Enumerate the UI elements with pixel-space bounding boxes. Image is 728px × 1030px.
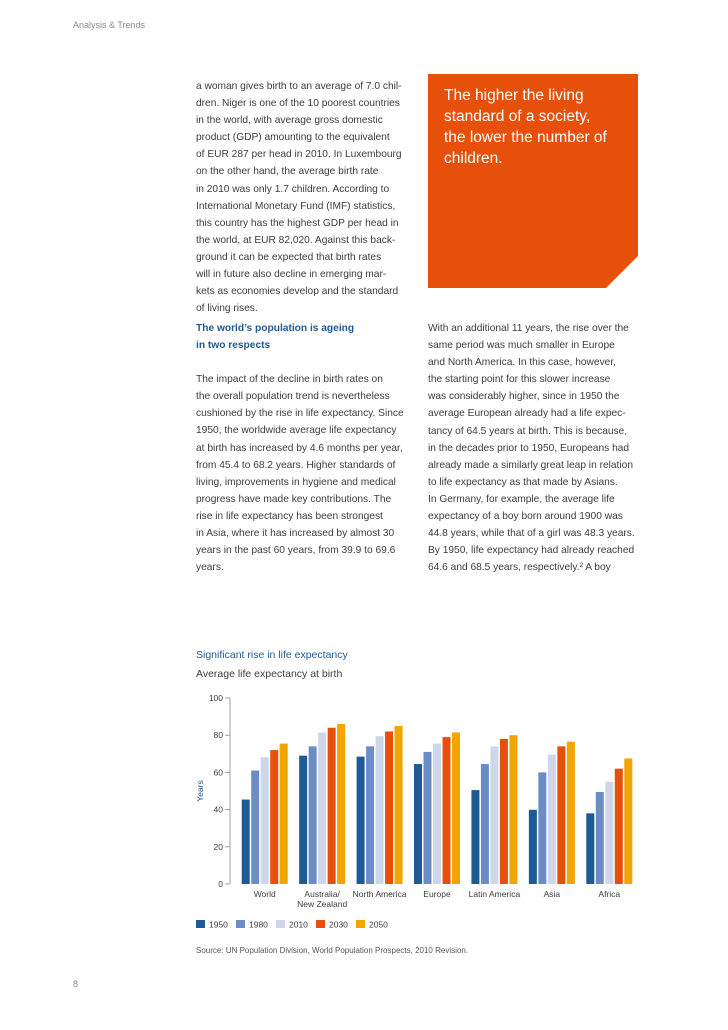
text-line: to life expectancy as that made by Asians.: [428, 476, 618, 488]
text-line: In Germany, for example, the average life: [428, 493, 615, 505]
y-tick-label: 20: [213, 841, 223, 852]
text-line: International Monetary Fund (IMF) statistics,: [196, 200, 396, 212]
text-line: 64.6 and 68.5 years, respectively.² A boy: [428, 562, 611, 574]
chart-title: Significant rise in life expectancy: [196, 649, 348, 661]
text-line: average European already had a life expec-: [428, 408, 626, 420]
bar-1980: [309, 746, 317, 884]
legend-swatch-2030: [316, 920, 325, 928]
bar-2010: [490, 746, 498, 884]
text-line: of living rises.: [196, 303, 258, 315]
category-label: Africa: [598, 889, 621, 899]
text-line: the starting point for this slower increase: [428, 374, 611, 386]
text-line: of EUR 287 per head in 2010. In Luxembourg: [196, 149, 402, 161]
bar-2030: [385, 731, 393, 884]
text-line: this country has the highest GDP per head in: [196, 217, 399, 229]
bar-1980: [366, 746, 374, 884]
text-line: from 45.4 to 68.2 years. Higher standards of: [196, 459, 396, 471]
y-tick-label: 40: [213, 804, 223, 815]
legend-label: 2030: [329, 919, 348, 930]
bar-2050: [509, 735, 517, 884]
text-line: in Asia, where it has increased by almost 30: [196, 528, 395, 540]
category-label: North America: [352, 889, 407, 899]
legend-label: 1950: [209, 919, 228, 930]
legend-swatch-2050: [356, 920, 365, 928]
bar-2050: [567, 742, 575, 884]
bar-1980: [251, 771, 259, 884]
category-label: World: [253, 889, 276, 899]
y-tick-label: 60: [213, 767, 223, 778]
text-line: progress have made key contributions. The: [196, 493, 392, 505]
y-tick-label: 100: [208, 693, 223, 703]
text-line: at birth has increased by 4.6 months per year,: [196, 442, 403, 454]
text-line: 1950, the worldwide average life expectancy: [196, 425, 397, 437]
text-line: product (GDP) amounting to the equivalent: [196, 132, 390, 144]
bar-2010: [318, 732, 326, 884]
chart-subtitle: Average life expectancy at birth: [196, 668, 343, 680]
bar-2010: [261, 757, 269, 884]
bar-1950: [471, 790, 479, 884]
text-line: was considerably higher, since in 1950 the: [428, 391, 620, 403]
text-line: will in future also decline in emerging mar-: [196, 269, 387, 281]
category-label: Europe: [423, 889, 451, 899]
category-label: Australia/: [304, 889, 340, 899]
text-line: the overall population trend is nevertheless: [196, 391, 390, 403]
legend-swatch-2010: [276, 920, 285, 928]
bar-2050: [337, 724, 345, 884]
legend-swatch-1980: [236, 920, 245, 928]
y-tick-label: 80: [213, 730, 223, 741]
text-line: years.: [196, 562, 224, 574]
bar-1950: [357, 757, 365, 884]
text-line: on the other hand, the average birth rate: [196, 166, 379, 178]
text-line: already made a similarly great leap in relation: [428, 459, 633, 471]
category-label: Latin America: [468, 889, 521, 899]
bar-2050: [280, 744, 288, 884]
text-line: The impact of the decline in birth rates on: [196, 374, 383, 386]
callout-line: children.: [444, 150, 503, 167]
bar-2030: [615, 769, 623, 884]
legend-label: 2010: [289, 919, 308, 930]
text-line: dren. Niger is one of the 10 poorest countries: [196, 98, 400, 110]
bar-2030: [328, 728, 336, 884]
bar-2050: [395, 726, 403, 884]
text-line: the world, at EUR 82,020. Against this back-: [196, 234, 396, 246]
text-line: rise in life expectancy has been strongest: [196, 510, 383, 522]
text-line: With an additional 11 years, the rise over the: [428, 323, 629, 334]
text-line: By 1950, life expectancy had already reached: [428, 545, 635, 557]
bar-1950: [414, 764, 422, 884]
text-line: kets as economies develop and the standard: [196, 286, 399, 298]
text-line: in the world, with average gross domestic: [196, 115, 383, 127]
bar-2030: [443, 737, 451, 884]
bar-2050: [452, 732, 460, 884]
text-line: years in the past 60 years, from 39.9 to 69.6: [196, 545, 396, 557]
text-line: ground it can be expected that birth rates: [196, 251, 382, 263]
text-line: expectancy of a boy born around 1900 was: [428, 511, 623, 523]
text-line: a woman gives birth to an average of 7.0 chil-: [196, 81, 402, 92]
callout-line: standard of a society,: [444, 108, 591, 125]
text-line: tancy of 64.5 years at birth. This is because,: [428, 425, 628, 437]
bar-2010: [376, 736, 384, 884]
bar-1980: [424, 752, 432, 884]
y-axis-title: Years: [195, 780, 205, 802]
legend-label: 2050: [369, 919, 388, 930]
bar-2010: [433, 744, 441, 884]
bar-1950: [586, 813, 594, 884]
page-number: 8: [73, 979, 79, 989]
bar-1980: [538, 772, 546, 884]
category-label: New Zealand: [297, 899, 348, 909]
text-line: cushioned by the rise in life expectancy. Since: [196, 408, 404, 420]
bar-2010: [605, 782, 613, 884]
heading-line: in two respects: [196, 340, 271, 352]
callout-line: the lower the number of: [444, 129, 607, 146]
text-line: and North America. In this case, however,: [428, 357, 616, 369]
heading-line: The world’s population is ageing: [196, 323, 355, 334]
category-label: Asia: [543, 889, 561, 899]
text-line: same period was much smaller in Europe: [428, 340, 615, 352]
y-tick-label: 0: [218, 879, 223, 889]
text-line: living, improvements in hygiene and medical: [196, 476, 396, 488]
text-line: 44.8 years, while that of a girl was 48.3 years.: [428, 528, 635, 540]
bar-1950: [299, 756, 307, 884]
callout-line: The higher the living: [444, 87, 584, 104]
bar-2030: [557, 746, 565, 884]
bar-2030: [500, 739, 508, 884]
chart-source: Source: UN Population Division, World Population Prospects, 2010 Revision.: [196, 946, 468, 955]
bar-2050: [624, 758, 632, 884]
bar-2010: [548, 755, 556, 884]
bar-1950: [242, 800, 250, 884]
running-title: Analysis & Trends: [73, 20, 146, 30]
bar-1980: [481, 764, 489, 884]
bar-2030: [270, 750, 278, 884]
text-line: in the decades prior to 1950, Europeans had: [428, 442, 630, 454]
legend-label: 1980: [249, 919, 268, 930]
legend-swatch-1950: [196, 920, 205, 928]
text-line: in 2010 was only 1.7 children. According to: [196, 183, 390, 195]
bar-1950: [529, 810, 537, 884]
bar-1980: [596, 792, 604, 884]
